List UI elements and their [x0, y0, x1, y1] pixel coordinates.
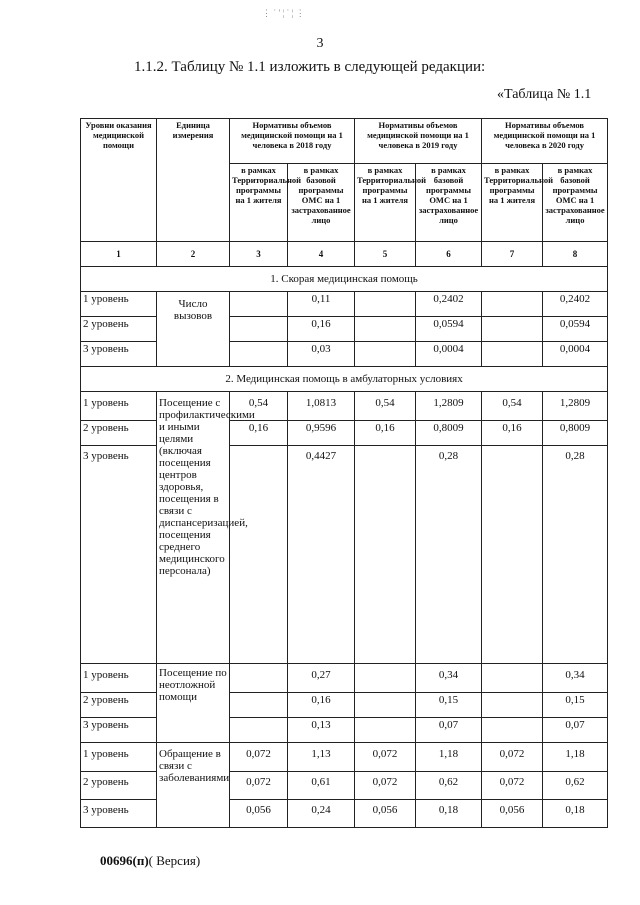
column-number: 1 — [81, 242, 157, 267]
page-heading: 1.1.2. Таблицу № 1.1 изложить в следующей редакции: — [134, 59, 486, 75]
value-cell: 1,2809 — [543, 392, 608, 421]
value-cell: 0,34 — [416, 664, 482, 693]
value-cell: 0,28 — [543, 446, 608, 664]
level-cell: 3 уровень — [81, 446, 157, 664]
value-cell: 0,54 — [355, 392, 416, 421]
table-row — [81, 743, 608, 772]
document-code: 00696(п) — [100, 853, 149, 868]
unit-cell-disease: Обращение в связи с заболеваниями — [157, 743, 230, 828]
level-cell: 3 уровень — [81, 800, 157, 828]
value-cell: 0,072 — [230, 772, 288, 800]
table-caption: «Таблица № 1.1 — [497, 87, 592, 102]
value-cell: 0,03 — [288, 342, 355, 367]
document-version: ( Версия) — [148, 853, 201, 868]
level-cell: 1 уровень — [81, 292, 157, 317]
header-norm-2019: Нормативы объемов медицинской помощи на 1 человека в 2019 году — [355, 119, 482, 164]
column-number: 7 — [482, 242, 543, 267]
value-cell: 0,62 — [416, 772, 482, 800]
value-cell — [230, 718, 288, 743]
column-number: 2 — [157, 242, 230, 267]
header-levels: Уровни оказания медицинской помощи — [81, 119, 157, 242]
value-cell: 0,24 — [288, 800, 355, 828]
value-cell: 0,0594 — [543, 317, 608, 342]
value-cell — [355, 664, 416, 693]
value-cell: 1,18 — [416, 743, 482, 772]
value-cell: 1,18 — [543, 743, 608, 772]
value-cell — [482, 317, 543, 342]
column-number: 4 — [288, 242, 355, 267]
page-number: 3 — [316, 36, 324, 51]
column-number-row — [81, 242, 608, 267]
subheader-terr-2020: в рамках Территориальной программы на 1 жителя — [482, 163, 543, 241]
value-cell: 0,54 — [230, 392, 288, 421]
section-title-emergency: 1. Скорая медицинская помощь — [81, 267, 608, 292]
value-cell: 0,072 — [482, 772, 543, 800]
value-cell — [482, 664, 543, 693]
value-cell: 0,28 — [416, 446, 482, 664]
value-cell — [355, 693, 416, 718]
value-cell: 0,07 — [416, 718, 482, 743]
value-cell: 0,072 — [355, 743, 416, 772]
subheader-oms-2020: в рамках базовой программы ОМС на 1 застрахованное лицо — [543, 163, 608, 241]
value-cell: 0,0004 — [543, 342, 608, 367]
level-cell: 2 уровень — [81, 693, 157, 718]
value-cell: 0,15 — [416, 693, 482, 718]
level-cell: 2 уровень — [81, 317, 157, 342]
header-unit: Единица измерения — [157, 119, 230, 242]
section-title-outpatient: 2. Медицинская помощь в амбулаторных условиях — [81, 367, 608, 392]
value-cell — [482, 446, 543, 664]
value-cell: 0,072 — [230, 743, 288, 772]
norms-table — [80, 118, 608, 828]
value-cell — [482, 342, 543, 367]
value-cell: 0,2402 — [416, 292, 482, 317]
value-cell: 1,2809 — [416, 392, 482, 421]
value-cell: 1,13 — [288, 743, 355, 772]
table-row — [81, 664, 608, 693]
header-norm-2020: Нормативы объемов медицинской помощи на 1 человека в 2020 году — [482, 119, 608, 164]
value-cell: 0,16 — [288, 317, 355, 342]
value-cell: 0,16 — [230, 421, 288, 446]
value-cell: 0,62 — [543, 772, 608, 800]
value-cell: 0,34 — [543, 664, 608, 693]
section-row — [81, 367, 608, 392]
value-cell: 0,2402 — [543, 292, 608, 317]
value-cell — [230, 342, 288, 367]
value-cell: 0,16 — [482, 421, 543, 446]
document-footer — [100, 853, 200, 869]
value-cell: 0,056 — [230, 800, 288, 828]
value-cell: 0,8009 — [416, 421, 482, 446]
value-cell — [355, 342, 416, 367]
column-number: 5 — [355, 242, 416, 267]
value-cell: 0,072 — [482, 743, 543, 772]
unit-cell-prophylactic: Посещение с профилактическими и иными целями (включая посещения центров здоровья, посещения в связи с диспансеризацией, посещения среднего медицинского персонала) — [157, 392, 230, 664]
subheader-terr-2018: в рамках Территориальной программы на 1 жителя — [230, 163, 288, 241]
value-cell — [355, 718, 416, 743]
value-cell: 0,54 — [482, 392, 543, 421]
level-cell: 1 уровень — [81, 743, 157, 772]
level-cell: 2 уровень — [81, 772, 157, 800]
column-number: 6 — [416, 242, 482, 267]
value-cell: 0,61 — [288, 772, 355, 800]
unit-cell-urgent: Посещение по неотложной помощи — [157, 664, 230, 743]
value-cell: 0,18 — [416, 800, 482, 828]
value-cell — [355, 446, 416, 664]
value-cell — [482, 292, 543, 317]
scan-noise: ⋮ ˙ ' ¦ ˙ ¦ ⋮ — [262, 8, 305, 18]
value-cell: 0,11 — [288, 292, 355, 317]
value-cell: 0,18 — [543, 800, 608, 828]
column-number: 8 — [543, 242, 608, 267]
section-row — [81, 267, 608, 292]
level-cell: 3 уровень — [81, 342, 157, 367]
level-cell: 1 уровень — [81, 392, 157, 421]
value-cell: 0,0594 — [416, 317, 482, 342]
table-row — [81, 392, 608, 421]
value-cell: 0,13 — [288, 718, 355, 743]
value-cell — [355, 292, 416, 317]
level-cell: 2 уровень — [81, 421, 157, 446]
subheader-terr-2019: в рамках Территориальной программы на 1 жителя — [355, 163, 416, 241]
value-cell — [230, 446, 288, 664]
value-cell — [230, 317, 288, 342]
value-cell: 1,0813 — [288, 392, 355, 421]
unit-cell-calls: Число вызовов — [157, 292, 230, 367]
value-cell: 0,07 — [543, 718, 608, 743]
value-cell — [482, 718, 543, 743]
table-header-row — [81, 119, 608, 164]
value-cell: 0,15 — [543, 693, 608, 718]
value-cell — [355, 317, 416, 342]
value-cell — [230, 292, 288, 317]
value-cell: 0,16 — [288, 693, 355, 718]
subheader-oms-2019: в рамках базовой программы ОМС на 1 застрахованное лицо — [416, 163, 482, 241]
level-cell: 3 уровень — [81, 718, 157, 743]
value-cell: 0,056 — [355, 800, 416, 828]
value-cell: 0,4427 — [288, 446, 355, 664]
value-cell: 0,27 — [288, 664, 355, 693]
value-cell — [230, 693, 288, 718]
value-cell: 0,8009 — [543, 421, 608, 446]
value-cell: 0,0004 — [416, 342, 482, 367]
table-row — [81, 292, 608, 317]
column-number: 3 — [230, 242, 288, 267]
value-cell: 0,16 — [355, 421, 416, 446]
header-norm-2018: Нормативы объемов медицинской помощи на 1 человека в 2018 году — [230, 119, 355, 164]
value-cell: 0,9596 — [288, 421, 355, 446]
value-cell: 0,056 — [482, 800, 543, 828]
value-cell: 0,072 — [355, 772, 416, 800]
subheader-oms-2018: в рамках базовой программы ОМС на 1 застрахованное лицо — [288, 163, 355, 241]
level-cell: 1 уровень — [81, 664, 157, 693]
value-cell — [482, 693, 543, 718]
value-cell — [230, 664, 288, 693]
